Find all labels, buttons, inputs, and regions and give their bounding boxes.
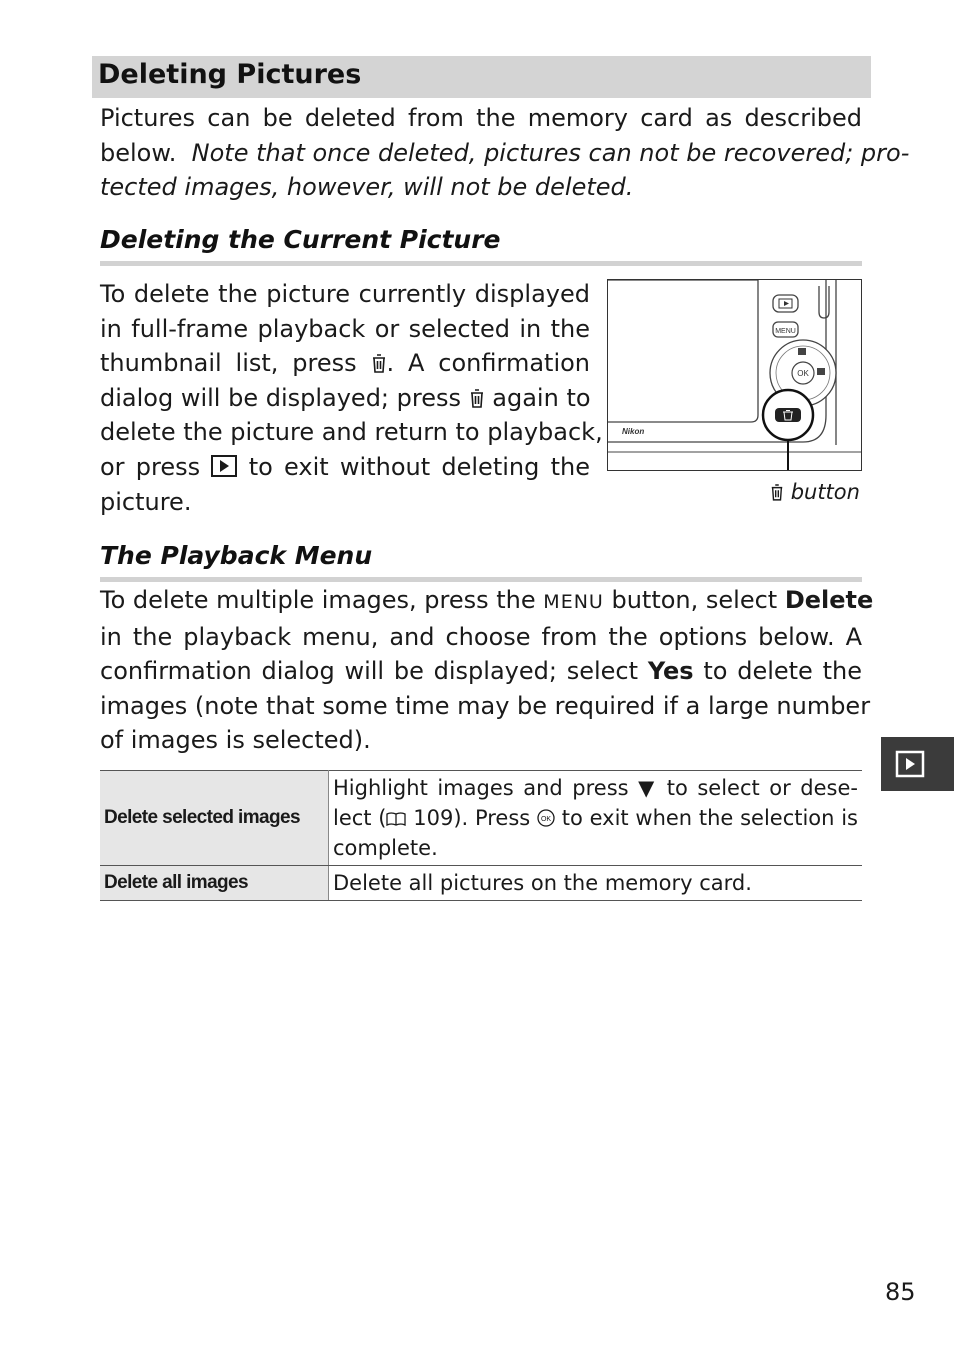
section-heading-bar [92, 56, 871, 98]
delete-menu-item: Delete [784, 586, 874, 614]
playback-icon [211, 455, 237, 477]
svg-text:MENU: MENU [775, 328, 796, 335]
ok-button-icon [537, 809, 555, 827]
intro-warning: Note that once deleted, pictures can not be recovered; pro- [191, 138, 910, 167]
option-description: Highlight images and press ▼ to select or dese- lect ( 109). Press OK to exit when the selection is complete. [329, 771, 863, 866]
subsection-title-current: Deleting the Current Picture [100, 225, 501, 254]
playback-tab-icon [895, 750, 925, 778]
subsection-rule-current [100, 261, 862, 266]
trash-icon [770, 483, 784, 501]
book-icon [386, 811, 406, 827]
intro-line-3: tected images, however, will not be deleted. [100, 173, 634, 202]
svg-text:OK: OK [540, 816, 552, 823]
option-name: Delete selected images [100, 771, 329, 866]
table-row [100, 866, 862, 901]
current-paragraph: To delete the picture currently displayed in full-frame playback or selected in the thumbnail list, press . A confirmation dialog will be displayed; press again to delete the picture and return to playback, or press to exit without deleting the picture. [100, 280, 603, 516]
playback-paragraph: To delete multiple images, press the MENU button, select Delete in the playback menu, and choose from the options below. A confirmation dialog will be displayed; select Yes to delete the images (note that some time may be required if a large number of images is selected). [100, 586, 874, 755]
svg-text:Nikon: Nikon [622, 427, 645, 436]
intro-paragraph [100, 101, 910, 205]
svg-text:OK: OK [797, 369, 809, 378]
figure-caption-text: button [790, 480, 860, 504]
option-name: Delete all images [100, 866, 329, 901]
delete-options-table [100, 770, 862, 901]
camera-illustration [608, 280, 861, 470]
trash-icon [371, 353, 387, 373]
camera-back-figure [607, 279, 862, 471]
menu-button-glyph: MENU [543, 591, 604, 613]
playback-section-tab [881, 737, 954, 791]
subsection-rule-playback [100, 577, 862, 582]
trash-icon [469, 388, 485, 408]
intro-line-2: below. Note that once deleted, pictures can not be recovered; pro- [100, 138, 910, 167]
yes-option: Yes [647, 657, 694, 686]
subsection-title-playback: The Playback Menu [100, 541, 373, 570]
option-description: Delete all pictures on the memory card. [329, 866, 863, 901]
section-title: Deleting Pictures [98, 59, 362, 90]
intro-line-1: Pictures can be deleted from the memory card as described [100, 104, 862, 132]
page-number: 85 [885, 1278, 916, 1306]
figure-caption [770, 480, 860, 504]
table-row [100, 771, 862, 866]
